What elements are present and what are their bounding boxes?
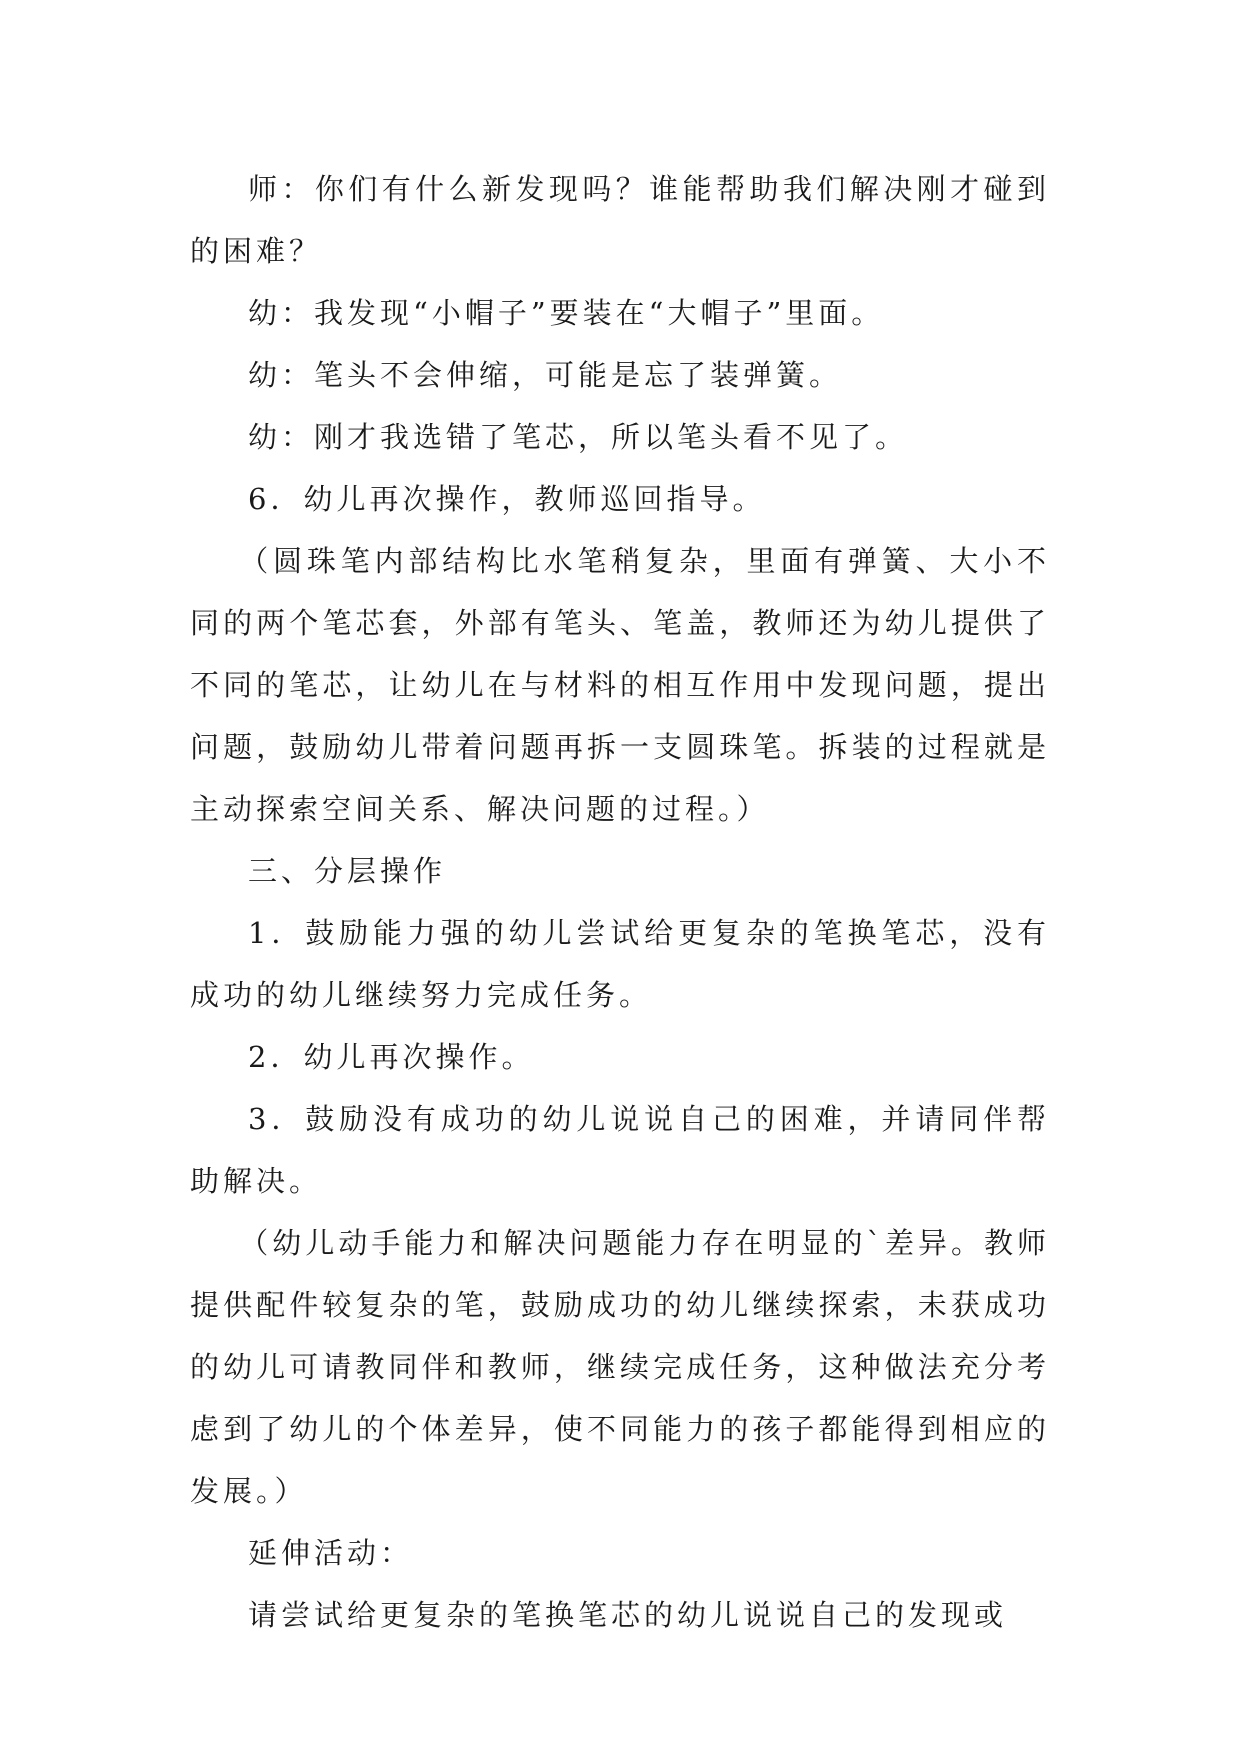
document-page bbox=[190, 158, 1050, 1646]
extension-heading: 延伸活动： bbox=[248, 1536, 414, 1570]
paragraph-step-1: 1．鼓励能力强的幼儿尝试给更复杂的笔换笔芯，没有成功的幼儿继续努力完成任务。 bbox=[190, 916, 1050, 1012]
paragraph-extension: 请尝试给更复杂的笔换笔芯的幼儿说说自己的发现或 bbox=[248, 1598, 1008, 1632]
paragraph-child-answer-1: 幼：我发现“小帽子”要装在“大帽子”里面。 bbox=[248, 296, 885, 330]
paragraph-note-2: （幼儿动手能力和解决问题能力存在明显的`差异。教师提供配件较复杂的笔，鼓励成功的幼儿继续探索，未获成功的幼儿可请教同伴和教师，继续完成任务，这种做法充分考虑到了幼儿的个体差异，使不同能力的孩子都能得到相应的发展。） bbox=[190, 1226, 1050, 1508]
paragraph-note-1: （圆珠笔内部结构比水笔稍复杂，里面有弹簧、大小不同的两个笔芯套，外部有笔头、笔盖，教师还为幼儿提供了不同的笔芯，让幼儿在与材料的相互作用中发现问题，提出问题，鼓励幼儿带着问题再拆一支圆珠笔。拆装的过程就是主动探索空间关系、解决问题的过程。） bbox=[190, 544, 1050, 826]
paragraph-teacher-question: 师：你们有什么新发现吗？谁能帮助我们解决刚才碰到的困难？ bbox=[190, 172, 1050, 268]
paragraph-child-answer-3: 幼：刚才我选错了笔芯，所以笔头看不见了。 bbox=[248, 420, 909, 454]
section-heading-3: 三、分层操作 bbox=[248, 854, 447, 888]
paragraph-child-answer-2: 幼：笔头不会伸缩，可能是忘了装弹簧。 bbox=[248, 358, 843, 392]
paragraph-step-6: 6．幼儿再次操作，教师巡回指导。 bbox=[248, 482, 766, 516]
paragraph-step-2: 2．幼儿再次操作。 bbox=[248, 1040, 535, 1074]
paragraph-step-3: 3．鼓励没有成功的幼儿说说自己的困难，并请同伴帮助解决。 bbox=[190, 1102, 1050, 1198]
